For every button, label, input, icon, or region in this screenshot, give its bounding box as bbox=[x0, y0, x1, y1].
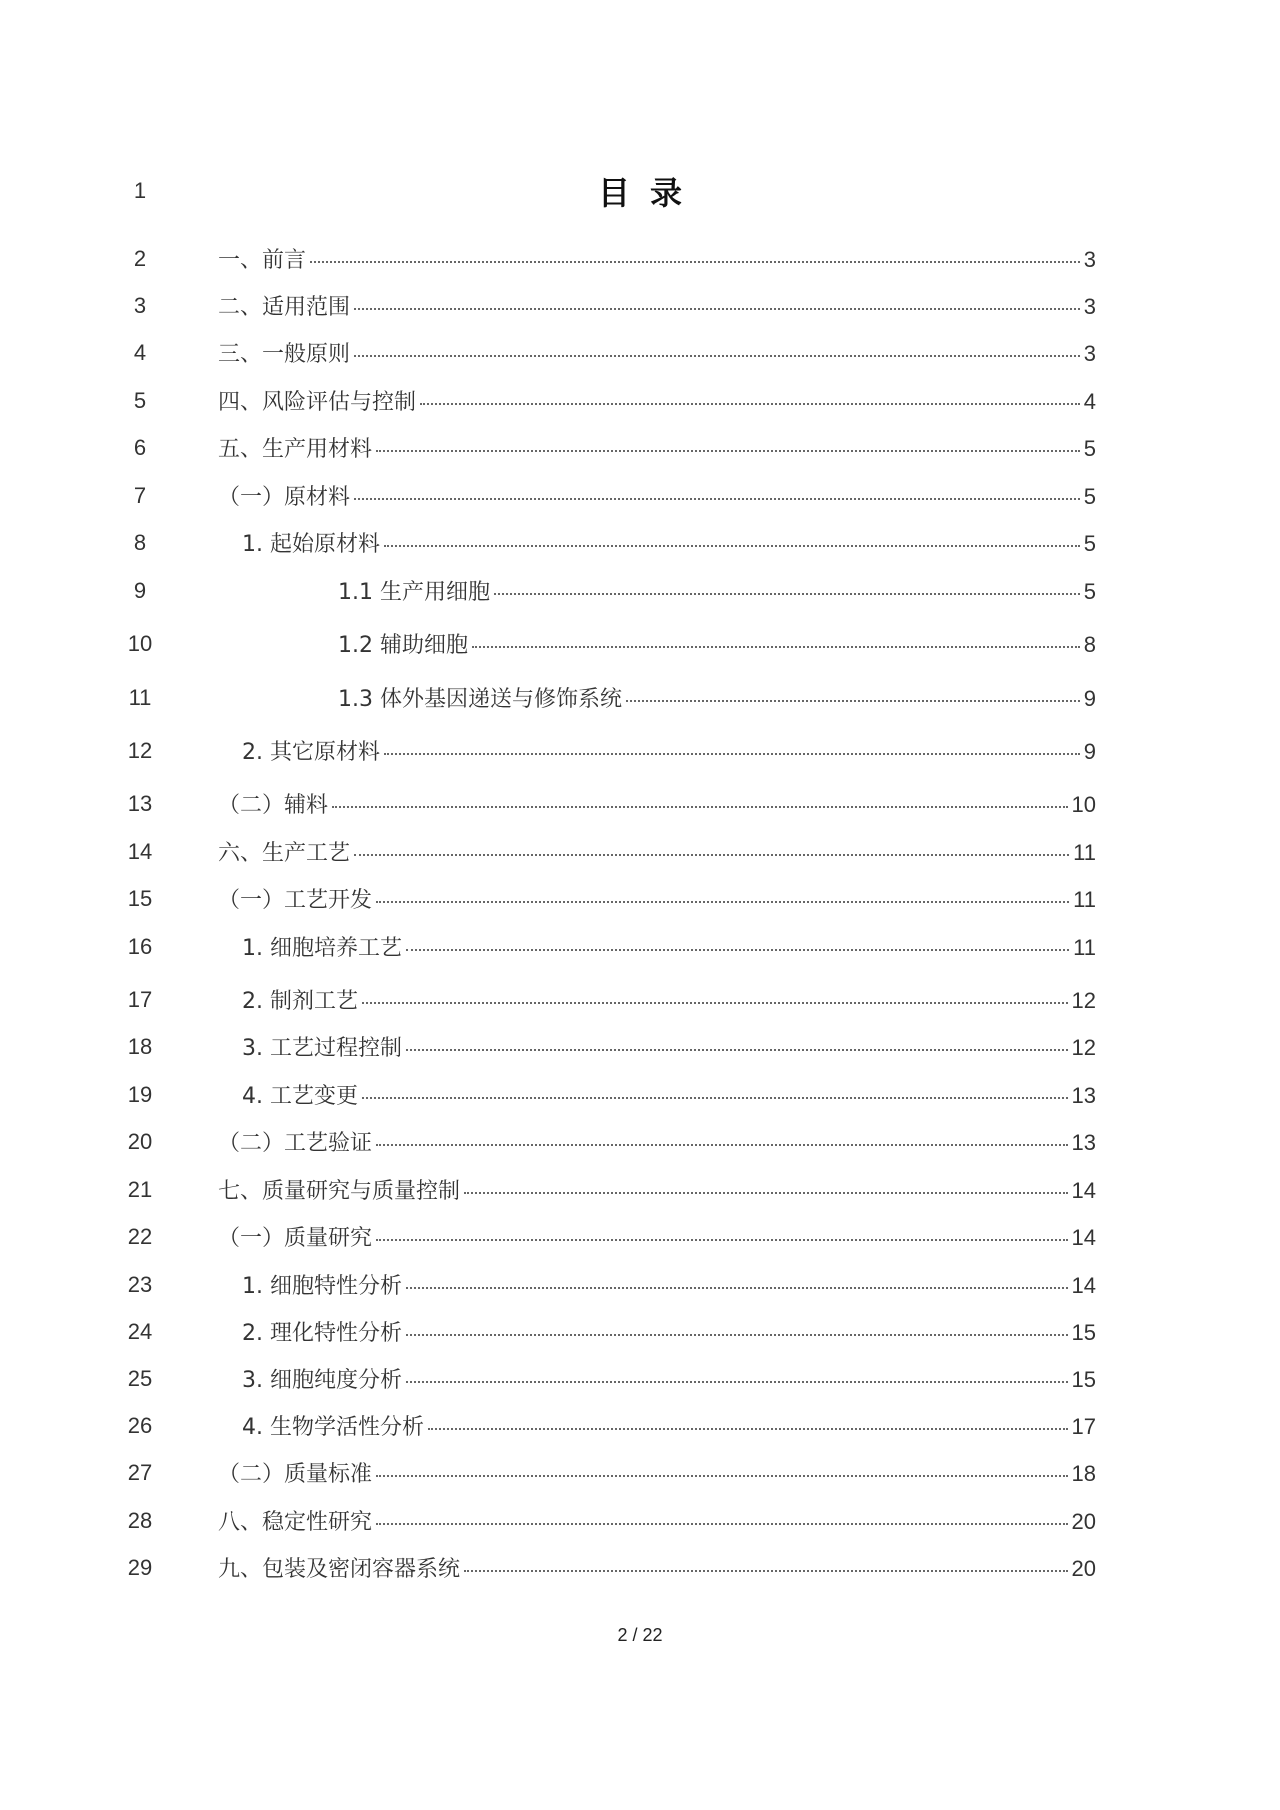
toc-entry[interactable] bbox=[218, 385, 1096, 417]
line-number: 22 bbox=[127, 1224, 153, 1249]
line-number: 12 bbox=[127, 738, 153, 763]
line-number: 4 bbox=[133, 340, 147, 365]
dot-leader bbox=[406, 1287, 1068, 1289]
toc-entry[interactable] bbox=[242, 984, 1096, 1016]
toc-entry-page: 4 bbox=[1083, 389, 1096, 414]
line-number: 20 bbox=[127, 1129, 153, 1154]
toc-entry-page: 18 bbox=[1071, 1461, 1096, 1486]
toc-entry-label: 三、一般原则 bbox=[218, 342, 351, 367]
toc-entry-page: 5 bbox=[1083, 484, 1096, 509]
toc-entry-label: 3. 细胞纯度分析 bbox=[242, 1368, 402, 1393]
toc-entry-label: 七、质量研究与质量控制 bbox=[218, 1179, 461, 1204]
line-number: 9 bbox=[133, 578, 147, 603]
toc-entry[interactable] bbox=[242, 527, 1096, 559]
line-number: 26 bbox=[127, 1413, 153, 1438]
toc-entry-page: 13 bbox=[1071, 1130, 1096, 1155]
line-number: 2 bbox=[133, 246, 147, 271]
dot-leader bbox=[354, 355, 1080, 357]
toc-entry[interactable] bbox=[218, 432, 1096, 464]
toc-entry[interactable] bbox=[218, 1505, 1096, 1537]
line-number: 28 bbox=[127, 1508, 153, 1533]
toc-entry-label: （二）质量标准 bbox=[218, 1462, 373, 1487]
toc-entry[interactable] bbox=[338, 628, 1096, 660]
toc-entry-page: 9 bbox=[1083, 739, 1096, 764]
dot-leader bbox=[354, 308, 1080, 310]
line-number: 13 bbox=[127, 791, 153, 816]
dot-leader bbox=[464, 1192, 1068, 1194]
toc-entry[interactable] bbox=[218, 883, 1096, 915]
toc-entry-page: 20 bbox=[1071, 1509, 1096, 1534]
toc-entry-label: 八、稳定性研究 bbox=[218, 1510, 373, 1535]
dot-leader bbox=[406, 1049, 1068, 1051]
dot-leader bbox=[376, 1239, 1068, 1241]
dot-leader bbox=[494, 593, 1080, 595]
dot-leader bbox=[464, 1570, 1068, 1572]
toc-entry[interactable] bbox=[242, 1031, 1096, 1063]
dot-leader bbox=[406, 949, 1069, 951]
toc-entry-page: 5 bbox=[1083, 531, 1096, 556]
toc-entry[interactable] bbox=[218, 1221, 1096, 1253]
page-number-footer: 2 / 22 bbox=[617, 1625, 663, 1645]
line-number: 23 bbox=[127, 1272, 153, 1297]
toc-entry-page: 13 bbox=[1071, 1083, 1096, 1108]
toc-entry-page: 8 bbox=[1083, 632, 1096, 657]
toc-entry[interactable] bbox=[218, 1126, 1096, 1158]
toc-entry-page: 15 bbox=[1071, 1320, 1096, 1345]
toc-entry-label: （一）工艺开发 bbox=[218, 888, 373, 913]
line-number: 16 bbox=[127, 934, 153, 959]
line-number: 21 bbox=[127, 1177, 153, 1202]
dot-leader bbox=[472, 646, 1080, 648]
line-number: 3 bbox=[133, 293, 147, 318]
toc-entry[interactable] bbox=[242, 931, 1096, 963]
dot-leader bbox=[376, 1475, 1068, 1477]
dot-leader bbox=[626, 700, 1080, 702]
toc-entry-page: 15 bbox=[1071, 1367, 1096, 1392]
toc-entry[interactable] bbox=[218, 243, 1096, 275]
toc-entry-label: 1. 起始原材料 bbox=[242, 532, 380, 557]
toc-entry-page: 14 bbox=[1071, 1273, 1096, 1298]
toc-entry[interactable] bbox=[242, 1316, 1096, 1348]
toc-entry-page: 11 bbox=[1073, 840, 1096, 865]
toc-entry-page: 11 bbox=[1073, 887, 1096, 912]
toc-entry[interactable] bbox=[218, 480, 1096, 512]
toc-entry[interactable] bbox=[218, 1174, 1096, 1206]
toc-entry[interactable] bbox=[242, 1410, 1096, 1442]
toc-entry[interactable] bbox=[242, 1269, 1096, 1301]
toc-entry[interactable] bbox=[218, 788, 1096, 820]
line-number: 6 bbox=[133, 435, 147, 460]
dot-leader bbox=[362, 1002, 1068, 1004]
toc-entry[interactable] bbox=[242, 735, 1096, 767]
toc-entry[interactable] bbox=[218, 337, 1096, 369]
line-number: 14 bbox=[127, 839, 153, 864]
line-number: 8 bbox=[133, 530, 147, 555]
dot-leader bbox=[376, 450, 1080, 452]
toc-entry-page: 12 bbox=[1071, 1035, 1096, 1060]
dot-leader bbox=[376, 1144, 1068, 1146]
toc-entry-label: 1. 细胞培养工艺 bbox=[242, 936, 402, 961]
line-number: 19 bbox=[127, 1082, 153, 1107]
dot-leader bbox=[310, 261, 1080, 263]
toc-entry-label: 1.3 体外基因递送与修饰系统 bbox=[338, 687, 622, 712]
toc-entry[interactable] bbox=[338, 575, 1096, 607]
toc-entry[interactable] bbox=[338, 682, 1096, 714]
toc-entry[interactable] bbox=[218, 1552, 1096, 1584]
toc-entry-page: 3 bbox=[1083, 294, 1096, 319]
dot-leader bbox=[384, 753, 1080, 755]
toc-entry-label: 二、适用范围 bbox=[218, 295, 351, 320]
toc-entry-page: 20 bbox=[1071, 1556, 1096, 1581]
dot-leader bbox=[354, 498, 1080, 500]
toc-entry-page: 5 bbox=[1083, 579, 1096, 604]
toc-entry-label: 六、生产工艺 bbox=[218, 841, 351, 866]
dot-leader bbox=[354, 854, 1069, 856]
toc-entry[interactable] bbox=[242, 1079, 1096, 1111]
toc-entry-page: 14 bbox=[1071, 1178, 1096, 1203]
line-number: 11 bbox=[128, 685, 152, 710]
line-number: 24 bbox=[127, 1319, 153, 1344]
toc-entry-label: 4. 生物学活性分析 bbox=[242, 1415, 424, 1440]
toc-entry[interactable] bbox=[218, 836, 1096, 868]
dot-leader bbox=[406, 1334, 1068, 1336]
toc-entry-label: 一、前言 bbox=[218, 248, 307, 273]
toc-entry-label: 4. 工艺变更 bbox=[242, 1084, 358, 1109]
toc-entry-label: （一）质量研究 bbox=[218, 1226, 373, 1251]
dot-leader bbox=[376, 901, 1069, 903]
dot-leader bbox=[384, 545, 1080, 547]
toc-entry-label: 四、风险评估与控制 bbox=[218, 390, 417, 415]
dot-leader bbox=[406, 1381, 1068, 1383]
toc-entry-label: 1.1 生产用细胞 bbox=[338, 580, 490, 605]
line-number: 27 bbox=[127, 1460, 153, 1485]
toc-entry[interactable] bbox=[218, 290, 1096, 322]
toc-entry[interactable] bbox=[242, 1363, 1096, 1395]
toc-entry-label: 2. 其它原材料 bbox=[242, 740, 380, 765]
toc-entry-page: 14 bbox=[1071, 1225, 1096, 1250]
toc-entry-label: （二）工艺验证 bbox=[218, 1131, 373, 1156]
line-number: 25 bbox=[127, 1366, 153, 1391]
dot-leader bbox=[420, 403, 1080, 405]
line-number: 18 bbox=[127, 1034, 153, 1059]
line-number: 15 bbox=[127, 886, 153, 911]
toc-entry-label: 1. 细胞特性分析 bbox=[242, 1274, 402, 1299]
toc-entry-page: 9 bbox=[1083, 686, 1096, 711]
line-number: 1 bbox=[133, 178, 147, 203]
toc-entry-page: 5 bbox=[1083, 436, 1096, 461]
toc-entry-label: 2. 制剂工艺 bbox=[242, 989, 358, 1014]
page-title: 目录 bbox=[597, 174, 702, 212]
dot-leader bbox=[428, 1428, 1068, 1430]
dot-leader bbox=[362, 1097, 1068, 1099]
toc-entry-page: 12 bbox=[1071, 988, 1096, 1013]
toc-entry-page: 17 bbox=[1071, 1414, 1096, 1439]
toc-entry-label: 五、生产用材料 bbox=[218, 437, 373, 462]
toc-entry-label: 九、包装及密闭容器系统 bbox=[218, 1557, 461, 1582]
line-number: 17 bbox=[127, 987, 153, 1012]
toc-entry-label: 2. 理化特性分析 bbox=[242, 1321, 402, 1346]
toc-entry[interactable] bbox=[218, 1457, 1096, 1489]
toc-entry-page: 11 bbox=[1073, 935, 1096, 960]
toc-entry-page: 10 bbox=[1071, 792, 1096, 817]
line-number: 10 bbox=[127, 631, 153, 656]
toc-entry-label: （一）原材料 bbox=[218, 485, 351, 510]
line-number: 29 bbox=[127, 1555, 153, 1580]
line-number: 5 bbox=[133, 388, 147, 413]
line-number: 7 bbox=[133, 483, 147, 508]
toc-entry-label: （二）辅料 bbox=[218, 793, 329, 818]
dot-leader bbox=[332, 806, 1068, 808]
toc-entry-label: 1.2 辅助细胞 bbox=[338, 633, 468, 658]
toc-entry-page: 3 bbox=[1083, 247, 1096, 272]
dot-leader bbox=[376, 1523, 1068, 1525]
toc-entry-label: 3. 工艺过程控制 bbox=[242, 1036, 402, 1061]
toc-entry-page: 3 bbox=[1083, 341, 1096, 366]
